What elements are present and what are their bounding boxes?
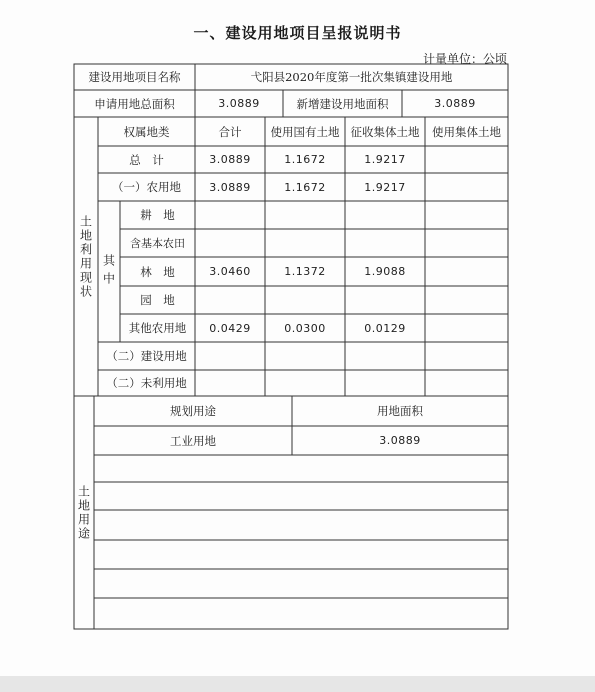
project-name-label: 建设用地项目名称 (88, 70, 181, 84)
sub-row-value (425, 257, 508, 286)
sub-row-value (425, 229, 508, 257)
row-construction-value (345, 342, 425, 370)
sub-row-value: 1.9088 (364, 265, 406, 278)
new-area-label: 新增建设用地面积 (296, 96, 389, 111)
row-total-collective (425, 146, 508, 173)
row-construction-value (265, 342, 345, 370)
row-construction-value (425, 342, 508, 370)
sub-row-value (425, 314, 508, 342)
sub-row-value (195, 201, 265, 229)
row-unused-value (425, 370, 508, 396)
sub-row-value (345, 286, 425, 314)
row-construction-value (195, 342, 265, 370)
new-area-value: 3.0889 (434, 97, 476, 110)
measurement-unit: 计量单位：公顷 (422, 52, 507, 66)
header-subtotal: 合计 (218, 124, 242, 139)
header-collective-used: 使用集体土地 (432, 124, 501, 139)
row-unused-label: （二）未利用地 (106, 376, 187, 390)
row-unused-value (345, 370, 425, 396)
land-status-side-label: 土地利用现状 (78, 214, 93, 299)
land-use-row-area: 3.0889 (379, 434, 421, 447)
row-total-expropriated: 1.9217 (364, 153, 406, 166)
row-total-subtotal: 3.0889 (209, 153, 251, 166)
sub-row-value (425, 201, 508, 229)
sub-row-value (195, 229, 265, 257)
header-state-owned: 使用国有土地 (270, 124, 340, 139)
row-total-state: 1.1672 (284, 153, 326, 166)
header-collective-expropriated: 征收集体土地 (350, 124, 420, 139)
sub-row-value: 1.1372 (284, 265, 326, 278)
row-total-label: 总 计 (129, 152, 164, 167)
sub-row-value: 0.0429 (209, 321, 251, 335)
sub-row-label: 耕 地 (140, 208, 175, 222)
sub-row-value: 3.0460 (209, 265, 251, 278)
row-unused-value (195, 370, 265, 396)
sub-row-value (345, 201, 425, 229)
total-area-value: 3.0889 (218, 97, 260, 110)
sub-row-label: 其他农用地 (128, 321, 187, 335)
header-land-area: 用地面积 (377, 404, 423, 418)
sub-row-value (265, 201, 345, 229)
among-label: 其中 (101, 253, 116, 290)
sub-row-value (195, 286, 265, 314)
row-agri-expropriated: 1.9217 (364, 180, 406, 194)
row-agri-state: 1.1672 (284, 180, 326, 194)
total-area-label: 申请用地总面积 (94, 96, 175, 111)
project-name-value: 弋阳县2020年度第一批次集镇建设用地 (250, 70, 453, 84)
row-agri-label: （一）农用地 (112, 180, 181, 194)
sub-row-label: 含基本农田 (130, 237, 185, 250)
header-planned-use: 规划用途 (170, 404, 216, 418)
sub-row-value (265, 229, 345, 257)
sub-row-value (265, 286, 345, 314)
row-agri-subtotal: 3.0889 (209, 180, 251, 194)
header-ownership-class: 权属地类 (123, 124, 170, 139)
land-use-row-purpose: 工业用地 (170, 433, 216, 448)
row-construction-label: （二）建设用地 (106, 349, 187, 363)
sub-row-value: 0.0129 (364, 321, 406, 335)
row-agri-collective (425, 173, 508, 201)
sub-row-value (425, 286, 508, 314)
page-bottom-edge (0, 676, 595, 692)
document-title: 一、建设用地项目呈报说明书 (193, 24, 402, 42)
sub-row-label: 园 地 (140, 293, 175, 307)
row-unused-value (265, 370, 345, 396)
sub-row-value (345, 229, 425, 257)
land-use-side-label: 土地用途 (76, 484, 91, 541)
sub-row-value: 0.0300 (284, 321, 326, 335)
sub-row-label: 林 地 (140, 264, 175, 279)
